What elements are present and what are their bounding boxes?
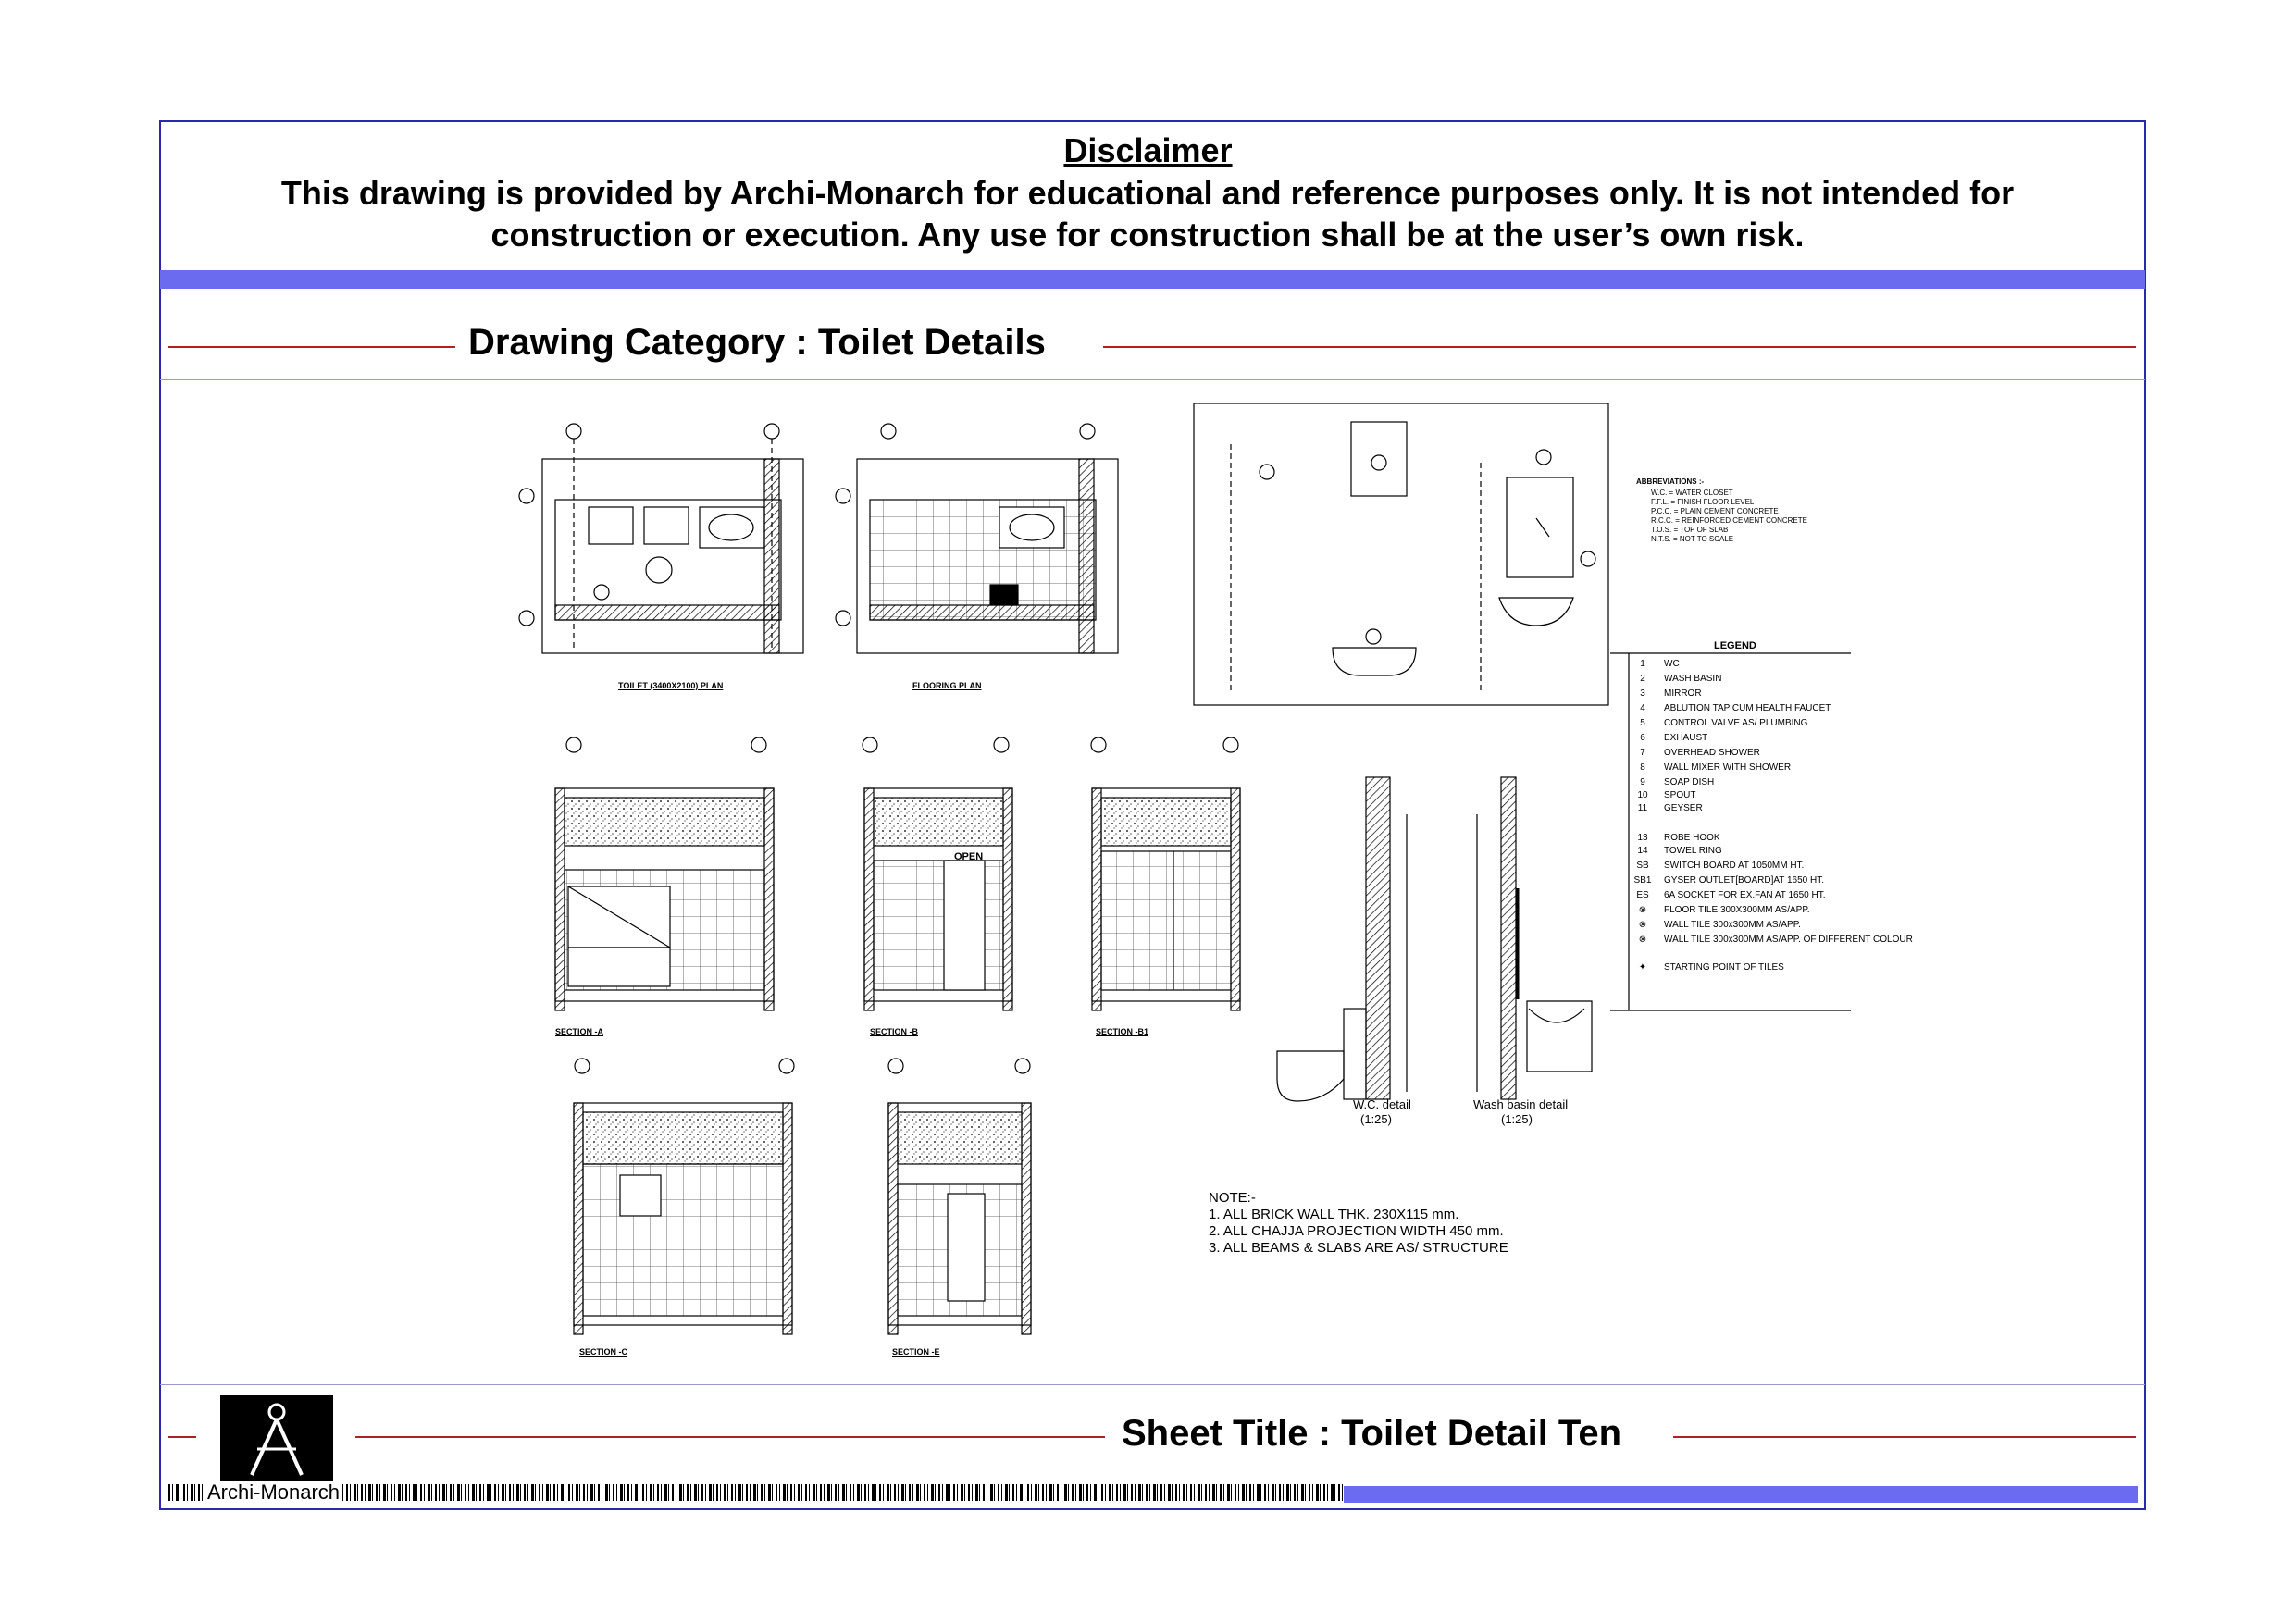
legend-item <box>1631 890 1826 900</box>
section-c-caption: SECTION -C <box>579 1347 628 1357</box>
legend-item-label: TOWEL RING <box>1664 846 1722 856</box>
legend-item-label: EXHAUST <box>1664 733 1708 743</box>
legend-item-label: WALL TILE 300x300MM AS/APP. OF DIFFERENT COLOUR <box>1664 935 1913 945</box>
wash-basin-detail-scale: (1:25) <box>1501 1112 1533 1126</box>
legend-item <box>1631 875 1824 886</box>
legend-item <box>1631 935 1913 945</box>
wc-detail <box>1277 777 1407 1101</box>
legend-item-label: WALL MIXER WITH SHOWER <box>1664 762 1792 773</box>
legend-item-label: WALL TILE 300x300MM AS/APP. <box>1664 920 1801 930</box>
brand-label: Archi-Monarch <box>207 1481 341 1504</box>
legend-item <box>1631 962 1784 973</box>
flooring-plan <box>836 424 1118 653</box>
legend-item <box>1631 905 1810 915</box>
legend-item <box>1631 920 1801 930</box>
legend-item-number: 13 <box>1637 833 1648 843</box>
legend-item-number: 8 <box>1640 762 1645 773</box>
legend-item-label: GEYSER <box>1664 803 1703 813</box>
section-e-caption: SECTION -E <box>892 1347 940 1357</box>
legend-item-number: 7 <box>1640 748 1645 758</box>
plan-caption: TOILET (3400X2100) PLAN <box>618 681 724 690</box>
abbreviation-item: P.C.C. = PLAIN CEMENT CONCRETE <box>1651 507 1779 515</box>
legend-item <box>1631 790 1695 800</box>
abbreviation-item: F.F.L. = FINISH FLOOR LEVEL <box>1651 498 1755 506</box>
legend-title: LEGEND <box>1714 640 1756 651</box>
legend-item-number: 1 <box>1640 659 1645 669</box>
section-b1-caption: SECTION -B1 <box>1096 1027 1149 1036</box>
legend-item-number: 5 <box>1640 718 1645 728</box>
legend-item-label: SOAP DISH <box>1664 777 1715 787</box>
legend-item-label: SWITCH BOARD AT 1050MM HT. <box>1664 861 1805 871</box>
legend-item <box>1631 703 1831 713</box>
barcode-strip <box>168 1484 1344 1501</box>
legend-item-label: CONTROL VALVE AS/ PLUMBING <box>1664 718 1808 728</box>
notes-title: NOTE:- <box>1209 1190 1256 1206</box>
legend-item-label: STARTING POINT OF TILES <box>1664 962 1784 973</box>
footer-rule-left <box>168 1436 196 1438</box>
legend-item-label: 6A SOCKET FOR EX.FAN AT 1650 HT. <box>1664 890 1826 900</box>
legend-item <box>1631 748 1760 758</box>
section-b-caption: SECTION -B <box>870 1027 919 1036</box>
legend-item <box>1631 733 1707 743</box>
wc-detail-caption: W.C. detail <box>1353 1097 1411 1111</box>
legend-item <box>1631 762 1791 773</box>
section-c <box>574 1059 794 1334</box>
legend-item-number: 6 <box>1640 733 1645 743</box>
toilet-plan <box>519 424 803 653</box>
legend-item-number: 3 <box>1640 688 1645 699</box>
bottom-band <box>1344 1486 2138 1503</box>
abbreviations-title: ABBREVIATIONS :- <box>1636 477 1705 486</box>
legend-item <box>1631 846 1722 856</box>
legend-item-label: ROBE HOOK <box>1664 833 1720 843</box>
legend-item-number: ES <box>1636 890 1649 900</box>
section-e <box>888 1059 1031 1334</box>
legend-item-number: 2 <box>1640 674 1645 684</box>
legend-item-number: 11 <box>1637 803 1648 813</box>
legend-item-number: 14 <box>1637 846 1648 856</box>
legend-item <box>1631 718 1807 728</box>
abbreviation-item: R.C.C. = REINFORCED CEMENT CONCRETE <box>1651 516 1807 525</box>
abbreviation-item: T.O.S. = TOP OF SLAB <box>1651 526 1729 534</box>
legend-item-label: WC <box>1664 659 1680 669</box>
disclaimer-title: Disclaimer <box>1063 131 1233 169</box>
section-b1 <box>1091 737 1240 1010</box>
legend-item-label: GYSER OUTLET[BOARD]AT 1650 HT. <box>1664 875 1825 886</box>
wc-detail-scale: (1:25) <box>1360 1112 1392 1126</box>
legend-item-label: ABLUTION TAP CUM HEALTH FAUCET <box>1664 703 1831 713</box>
legend-item-number: 4 <box>1640 703 1645 713</box>
sheet-title: Sheet Title : Toilet Detail Ten <box>1122 1413 1622 1454</box>
archi-monarch-logo <box>220 1395 333 1484</box>
wash-basin-detail <box>1477 777 1592 1099</box>
footer-divider <box>160 1384 2145 1385</box>
open-label: OPEN <box>954 851 984 862</box>
legend-item <box>1631 674 1721 684</box>
legend-item-number: SB <box>1636 861 1649 871</box>
legend-item <box>1631 659 1680 669</box>
section-a-caption: SECTION -A <box>555 1027 604 1036</box>
legend-item-number: ✦ <box>1638 962 1647 973</box>
legend-item <box>1631 688 1702 699</box>
abbreviation-item: W.C. = WATER CLOSET <box>1651 489 1733 497</box>
flooring-plan-caption: FLOORING PLAN <box>912 681 982 690</box>
drawing-category-title: Drawing Category : Toilet Details <box>468 322 1046 363</box>
section-a <box>555 737 774 1010</box>
legend-item-number: ⊗ <box>1638 920 1647 930</box>
legend-item-number: 9 <box>1640 777 1645 787</box>
legend-item <box>1631 833 1720 843</box>
compass-icon <box>220 1395 333 1484</box>
legend-item-label: MIRROR <box>1664 688 1702 699</box>
sheet-rule-right <box>1673 1436 2136 1438</box>
legend-item-label: WASH BASIN <box>1664 674 1722 684</box>
sheet-rule-left <box>355 1436 1105 1438</box>
wash-basin-detail-caption: Wash basin detail <box>1473 1097 1569 1111</box>
legend-item <box>1631 803 1703 813</box>
fixture-elevation <box>1194 403 1608 705</box>
legend-item-number: 10 <box>1637 790 1648 800</box>
disclaimer-text: This drawing is provided by Archi-Monarch for educational and reference purposes only. It is not intended for construction or execution. Any use for construction shall be at the user’s own risk. <box>280 174 2015 254</box>
legend-item-number: SB1 <box>1633 875 1652 886</box>
legend-item-number: ⊗ <box>1638 905 1647 915</box>
legend-item-label: SPOUT <box>1664 790 1696 800</box>
note-item: 1. ALL BRICK WALL THK. 230X115 mm. <box>1209 1207 1459 1222</box>
note-item: 2. ALL CHAJJA PROJECTION WIDTH 450 mm. <box>1209 1223 1504 1239</box>
section-b <box>863 737 1012 1010</box>
legend-item-label: FLOOR TILE 300X300MM AS/APP. <box>1664 905 1810 915</box>
legend-item-number: ⊗ <box>1638 935 1647 945</box>
legend-item-label: OVERHEAD SHOWER <box>1664 748 1760 758</box>
abbreviation-item: N.T.S. = NOT TO SCALE <box>1651 535 1734 543</box>
note-item: 3. ALL BEAMS & SLABS ARE AS/ STRUCTURE <box>1209 1240 1508 1256</box>
legend-item <box>1631 861 1804 871</box>
legend-item <box>1631 777 1714 787</box>
